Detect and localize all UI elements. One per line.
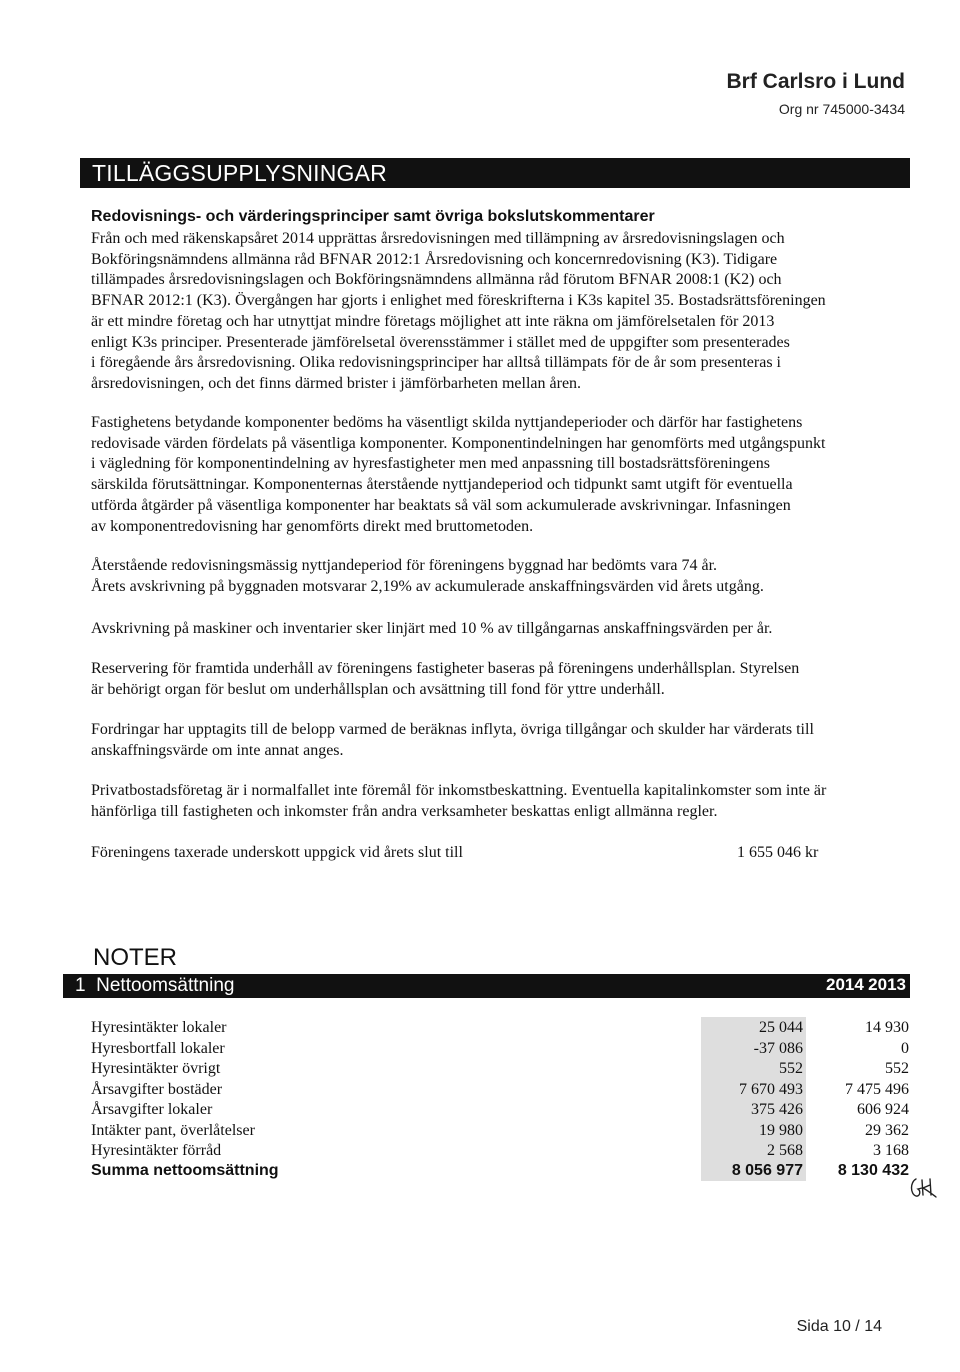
handwritten-initials — [908, 1176, 938, 1200]
text-line: Fastighetens betydande komponenter bedöms ha väsentligt skilda nyttjandeperioder och därför har fastighetens — [91, 414, 803, 431]
text-line: Bokföringsnämndens allmänna råd BFNAR 2012:1 Årsredovisning och koncernredovisning (K3). Tidigare — [91, 250, 778, 268]
notes-title: NOTER — [93, 944, 177, 971]
row-label: Hyresintäkter förråd — [91, 1142, 222, 1159]
table-row — [0, 1142, 960, 1162]
value-2013: 0 — [901, 1040, 909, 1057]
text-line: Årets avskrivning på byggnaden motsvarar 2,19% av ackumulerade anskaffningsvärden vid årets utgång. — [91, 577, 764, 595]
note-header-bar — [63, 974, 910, 998]
row-label: Hyresintäkter lokaler — [91, 1019, 227, 1036]
value-2014: 375 426 — [751, 1101, 803, 1118]
text-line: utförda åtgärder på väsentliga komponenter har beaktats så väl som ackumulerade avskrivningar. Infasningen — [91, 496, 791, 514]
text-line: enligt K3s principer. Presenterade jämförelsetal överensstämmer i stället med de uppgifter som presenterades — [91, 333, 790, 351]
table-row — [0, 1040, 960, 1060]
table-row — [0, 1019, 960, 1039]
text-line: Privatbostadsföretag är i normalfallet inte föremål för inkomstbeskattning. Eventuella kapitalinkomster som inte är — [91, 782, 827, 799]
text-line: årsredovisningen, och det finns därmed brister i jämförbarheten mellan åren. — [91, 374, 582, 392]
policy-paragraph-7 — [91, 781, 851, 822]
text-line: är behörigt organ för beslut om underhållsplan och avsättning till fond för yttre underhåll. — [91, 680, 665, 698]
text-line: är ett mindre företag och har utnyttjat mindre företags möjlighet att inte räkna om jämförelsetalen för 2013 — [91, 312, 775, 330]
section-title: TILLÄGGSUPPLYSNINGAR — [92, 160, 387, 186]
policy-paragraph-4 — [91, 619, 851, 640]
page-number: Sida 10 / 14 — [796, 1318, 882, 1335]
text-line: BFNAR 2012:1 (K3). Övergången har gjorts i enlighet med föreskrifterna i K3s kapitel 35. Bostadsrättsföreningen — [91, 292, 826, 310]
value-2013: 29 362 — [865, 1122, 909, 1139]
policy-paragraph-5 — [91, 659, 851, 700]
value-2014: 25 044 — [759, 1019, 803, 1036]
value-2014: 7 670 493 — [739, 1081, 803, 1098]
text-line: Fordringar har upptagits till de belopp varmed de beräknas inflyta, övriga tillgångar och skulder har värderats till — [91, 721, 814, 738]
text-line: anskaffningsvärde om inte annat anges. — [91, 741, 344, 759]
value-2013: 7 475 496 — [845, 1081, 909, 1098]
value-2014: 8 056 977 — [731, 1162, 803, 1179]
table-row — [0, 1101, 960, 1121]
column-header-2013: 2013 — [868, 975, 906, 994]
value-2014: 19 980 — [759, 1122, 803, 1139]
row-label: Årsavgifter lokaler — [91, 1101, 213, 1118]
value-2014: 2 568 — [767, 1142, 803, 1159]
row-label: Hyresintäkter övrigt — [91, 1060, 221, 1077]
table-row-total — [0, 1162, 960, 1182]
text-line: Från och med räkenskapsåret 2014 upprättas årsredovisningen med tillämpning av årsredovisningslagen och — [91, 230, 785, 247]
value-2013: 3 168 — [873, 1142, 909, 1159]
value-2013: 552 — [885, 1060, 909, 1077]
row-label: Årsavgifter bostäder — [91, 1081, 223, 1098]
text-line: i föregående års årsredovisning. Olika redovisningsprinciper har alltså tillämpats för de år som presenteras i — [91, 354, 781, 372]
policy-paragraph-2 — [91, 413, 851, 537]
text-line: av komponentredovisning har genomförts direkt med bruttometoden. — [91, 517, 534, 535]
table-row — [0, 1060, 960, 1080]
policy-paragraph-6 — [91, 720, 851, 761]
tax-deficit-label: Föreningens taxerade underskott uppgick vid årets slut till — [91, 844, 463, 861]
text-line: särskilda förutsättningar. Komponenternas återstående nyttjandeperiod och tidpunkt samt utgift för eventuella — [91, 476, 793, 494]
policy-paragraph-3 — [91, 556, 851, 597]
note-title: 1 Nettoomsättning — [75, 975, 235, 996]
text-line: Återstående redovisningsmässig nyttjandeperiod för föreningens byggnad har bedömts vara 74 år. — [91, 557, 718, 574]
column-header-2014: 2014 — [826, 975, 864, 994]
table-row — [0, 1122, 960, 1142]
text-line: tillämpades årsredovisningslagen och Bokföringsnämndens allmänna råd förutom BFNAR 2008:1 (K2) och — [91, 271, 782, 289]
value-2013: 606 924 — [857, 1101, 909, 1118]
text-line: redovisade värden fördelats på väsentliga komponenter. Komponentindelningen har genomförts med utgångspunkt — [91, 434, 826, 452]
text-line: hänförliga till fastigheten och inkomster från andra verksamheter beskattas enligt allmänna regler. — [91, 802, 718, 820]
text-line: Avskrivning på maskiner och inventarier sker linjärt med 10 % av tillgångarnas anskaffningsvärden per år. — [91, 620, 773, 637]
text-line: Reservering för framtida underhåll av föreningens fastigheter baseras på föreningens underhållsplan. Styrelsen — [91, 660, 800, 677]
row-label: Summa nettoomsättning — [91, 1162, 279, 1179]
section-title-bar — [80, 158, 910, 188]
row-label: Intäkter pant, överlåtelser — [91, 1122, 255, 1139]
organization-name: Brf Carlsro i Lund — [726, 70, 905, 93]
policy-paragraph-1 — [91, 229, 851, 395]
policy-heading: Redovisnings- och värderingsprinciper samt övriga bokslutskommentarer — [91, 208, 655, 225]
tax-deficit-value: 1 655 046 kr — [737, 844, 819, 861]
table-row — [0, 1081, 960, 1101]
row-label: Hyresbortfall lokaler — [91, 1040, 225, 1057]
value-2014: 552 — [779, 1060, 803, 1077]
organization-number: Org nr 745000-3434 — [778, 101, 905, 117]
value-2014: -37 086 — [753, 1040, 803, 1057]
text-line: i vägledning för komponentindelning av hyresfastigheter men med anpassning till bostadsrättsföreningens — [91, 455, 770, 473]
value-2013: 14 930 — [865, 1019, 909, 1036]
value-2013: 8 130 432 — [837, 1162, 909, 1179]
